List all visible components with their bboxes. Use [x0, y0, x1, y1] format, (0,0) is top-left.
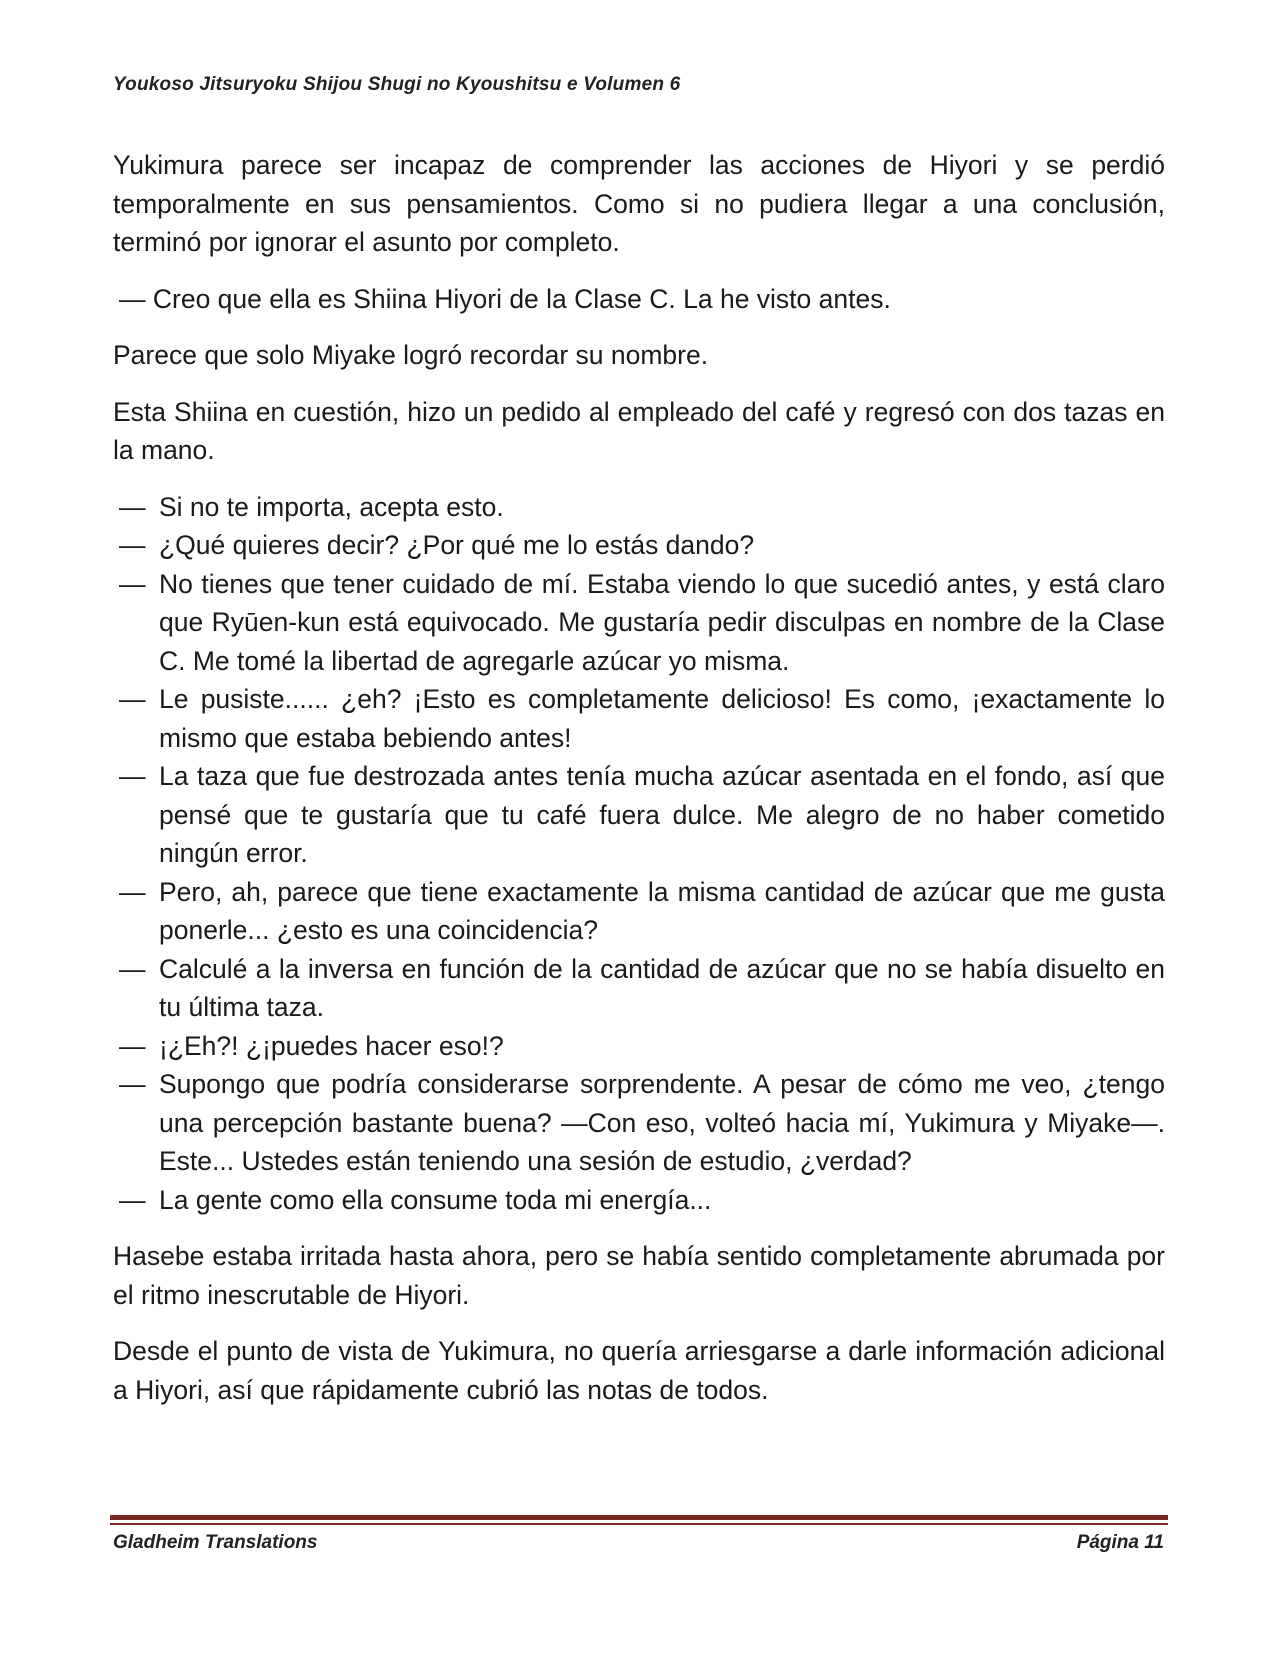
dialogue-list	[113, 488, 1165, 1220]
dialogue-text: Le pusiste...... ¿eh? ¡Esto es completamente delicioso! Es como, ¡exactamente lo mismo que estaba bebiendo antes!	[159, 684, 1165, 753]
paragraph-1: Yukimura parece ser incapaz de comprender las acciones de Hiyori y se perdió temporalmente en sus pensamientos. Como si no pudiera llegar a una conclusión, terminó por ignorar el asunto por completo.	[113, 150, 1165, 257]
footer-rule-thick	[110, 1515, 1168, 1520]
dialogue-line-1: — Creo que ella es Shiina Hiyori de la Clase C. La he visto antes.	[119, 283, 891, 314]
dialogue-dash: —	[119, 1030, 146, 1061]
dialogue-item	[113, 526, 1165, 565]
dialogue-dash: —	[119, 568, 146, 599]
dialogue-item	[113, 873, 1165, 950]
footer-credit: Gladheim Translations	[113, 1532, 318, 1553]
dialogue-text: Calculé a la inversa en función de la cantidad de azúcar que no se había disuelto en tu última taza.	[159, 953, 1165, 1022]
dialogue-text: ¿Qué quieres decir? ¿Por qué me lo estás dando?	[159, 530, 755, 560]
dialogue-dash: —	[119, 491, 146, 522]
dialogue-item	[113, 488, 1165, 527]
dialogue-text: La gente como ella consume toda mi energía...	[159, 1184, 712, 1215]
dialogue-dash: —	[119, 530, 146, 560]
dialogue-dash: —	[119, 1184, 146, 1215]
paragraph-3: Esta Shiina en cuestión, hizo un pedido al empleado del café y regresó con dos tazas en la mano.	[113, 396, 1165, 465]
dialogue-item	[113, 757, 1165, 873]
footer-rule-thin	[110, 1523, 1168, 1525]
dialogue-item	[113, 950, 1165, 1027]
dialogue-dash: —	[119, 761, 146, 791]
dialogue-dash: —	[119, 953, 146, 984]
dialogue-text: La taza que fue destrozada antes tenía mucha azúcar asentada en el fondo, así que pensé que te gustaría que tu café fuera dulce. Me alegro de no haber cometido ningún error.	[159, 761, 1165, 868]
running-header: Youkoso Jitsuryoku Shijou Shugi no Kyoushitsu e Volumen 6	[113, 74, 681, 95]
dialogue-text: Pero, ah, parece que tiene exactamente la misma cantidad de azúcar que me gusta ponerle... ¿esto es una coincidencia?	[159, 876, 1165, 945]
dialogue-text: Si no te importa, acepta esto.	[159, 491, 504, 522]
dialogue-item	[113, 1181, 1165, 1220]
dialogue-text: No tienes que tener cuidado de mí. Estaba viendo lo que sucedió antes, y está claro que Ryūen-kun está equivocado. Me gustaría pedir disculpas en nombre de la Clase C. Me tomé la libertad de agregarle azúcar yo misma.	[159, 568, 1165, 676]
dialogue-item	[113, 680, 1165, 757]
dialogue-item	[113, 1027, 1165, 1066]
paragraph-5: Desde el punto de vista de Yukimura, no quería arriesgarse a darle información adicional a Hiyori, así que rápidamente cubrió las notas de todos.	[113, 1336, 1165, 1405]
dialogue-text: Supongo que podría considerarse sorprendente. A pesar de cómo me veo, ¿tengo una percepción bastante buena? —Con eso, volteó hacia mí, Yukimura y Miyake—. Este... Ustedes están teniendo una sesión de estudio, ¿verdad?	[159, 1069, 1165, 1176]
dialogue-item	[113, 565, 1165, 681]
page-body	[113, 146, 1165, 1427]
paragraph-4: Hasebe estaba irritada hasta ahora, pero se había sentido completamente abrumada por el ritmo inescrutable de Hiyori.	[113, 1241, 1165, 1310]
paragraph-2: Parece que solo Miyake logró recordar su nombre.	[113, 340, 709, 370]
dialogue-dash: —	[119, 1069, 146, 1099]
dialogue-text: ¡¿Eh?! ¿¡puedes hacer eso!?	[159, 1030, 504, 1061]
dialogue-dash: —	[119, 684, 146, 714]
dialogue-dash: —	[119, 876, 146, 907]
page-number: Página 11	[1076, 1532, 1164, 1553]
dialogue-item	[113, 1065, 1165, 1181]
